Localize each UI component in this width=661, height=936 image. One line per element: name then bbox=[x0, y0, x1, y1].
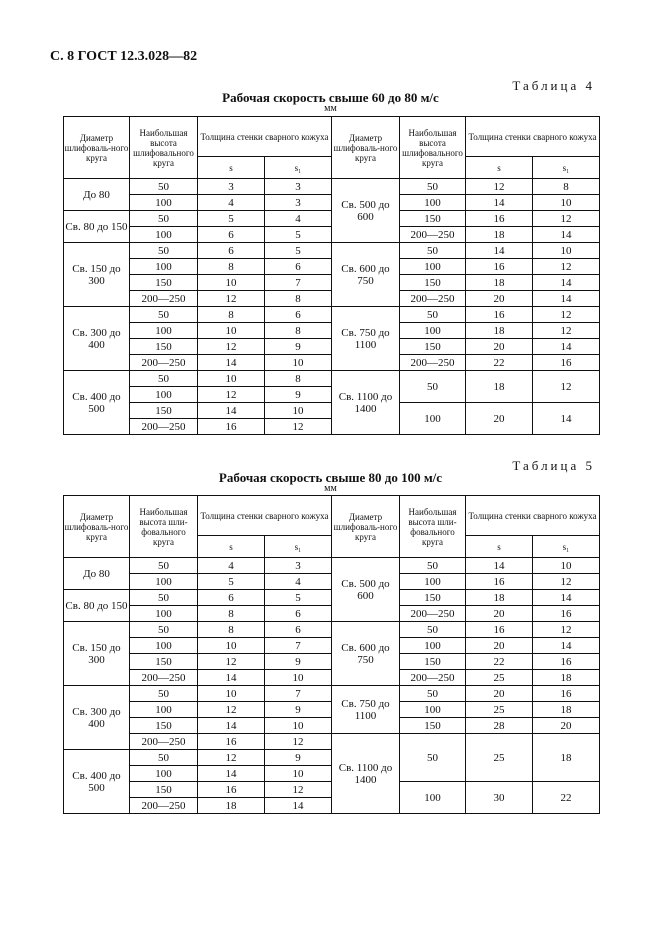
s1-cell: 10 bbox=[533, 195, 600, 211]
height-cell: 50 bbox=[130, 622, 198, 638]
s-cell: 16 bbox=[198, 782, 265, 798]
s1-cell: 18 bbox=[533, 702, 600, 718]
height-cell: 100 bbox=[130, 323, 198, 339]
diameter-header: Диаметр шлифоваль-ного круга bbox=[332, 496, 400, 558]
s1-cell: 14 bbox=[533, 339, 600, 355]
s-cell: 8 bbox=[198, 622, 265, 638]
diameter-cell: Св. 80 до 150 bbox=[64, 211, 130, 243]
s-cell: 20 bbox=[466, 686, 533, 702]
s1-cell: 14 bbox=[533, 590, 600, 606]
s-cell: 22 bbox=[466, 654, 533, 670]
height-cell: 50 bbox=[130, 558, 198, 574]
s1-cell: 3 bbox=[265, 179, 332, 195]
s1-cell: 8 bbox=[533, 179, 600, 195]
height-cell: 50 bbox=[130, 686, 198, 702]
table-row bbox=[64, 558, 600, 574]
height-cell: 50 bbox=[130, 590, 198, 606]
s1-cell: 6 bbox=[265, 606, 332, 622]
height-cell: 200—250 bbox=[130, 355, 198, 371]
diameter-cell: До 80 bbox=[64, 558, 130, 590]
s1-cell: 7 bbox=[265, 686, 332, 702]
table-row bbox=[64, 686, 600, 702]
s-cell: 4 bbox=[198, 558, 265, 574]
height-cell: 100 bbox=[130, 387, 198, 403]
table-row bbox=[64, 179, 600, 195]
s-cell: 18 bbox=[466, 371, 533, 403]
s1-cell: 10 bbox=[265, 355, 332, 371]
s-cell: 20 bbox=[466, 403, 533, 435]
s-cell: 14 bbox=[466, 243, 533, 259]
height-cell: 100 bbox=[400, 782, 466, 814]
height-cell: 150 bbox=[130, 718, 198, 734]
height-cell: 100 bbox=[400, 323, 466, 339]
height-cell: 50 bbox=[400, 686, 466, 702]
s1-cell: 4 bbox=[265, 211, 332, 227]
height-cell: 100 bbox=[400, 638, 466, 654]
s1-cell: 9 bbox=[265, 750, 332, 766]
s-cell: 10 bbox=[198, 686, 265, 702]
height-cell: 200—250 bbox=[130, 798, 198, 814]
diameter-cell: Св. 750 до 1100 bbox=[332, 686, 400, 734]
height-cell: 50 bbox=[400, 371, 466, 403]
s1-cell: 6 bbox=[265, 622, 332, 638]
max-height-header: Наибольшая высота шли-фовального круга bbox=[130, 496, 198, 558]
s-cell: 16 bbox=[198, 734, 265, 750]
diameter-header: Диаметр шлифоваль-ного круга bbox=[64, 117, 130, 179]
s1-cell: 14 bbox=[533, 291, 600, 307]
s-cell: 8 bbox=[198, 259, 265, 275]
height-cell: 50 bbox=[130, 307, 198, 323]
height-cell: 50 bbox=[130, 211, 198, 227]
s1-cell: 14 bbox=[533, 638, 600, 654]
diameter-cell: Св. 80 до 150 bbox=[64, 590, 130, 622]
s1-cell: 12 bbox=[533, 323, 600, 339]
s-cell: 12 bbox=[198, 291, 265, 307]
s-cell: 20 bbox=[466, 606, 533, 622]
table-row bbox=[64, 371, 600, 387]
s1-cell: 7 bbox=[265, 275, 332, 291]
s1-cell: 16 bbox=[533, 355, 600, 371]
height-cell: 100 bbox=[130, 766, 198, 782]
s-cell: 16 bbox=[466, 307, 533, 323]
height-cell: 100 bbox=[130, 702, 198, 718]
table4-label: Таблица 4 bbox=[512, 78, 595, 93]
thickness-header: Толщина стенки сварного кожуха bbox=[466, 496, 600, 536]
table-row bbox=[64, 243, 600, 259]
height-cell: 200—250 bbox=[400, 355, 466, 371]
height-cell: 200—250 bbox=[130, 291, 198, 307]
diameter-cell: Св. 150 до 300 bbox=[64, 622, 130, 686]
height-cell: 50 bbox=[400, 243, 466, 259]
height-cell: 50 bbox=[400, 558, 466, 574]
s1-cell: 12 bbox=[533, 211, 600, 227]
table-row bbox=[64, 734, 600, 750]
thickness-header: Толщина стенки сварного кожуха bbox=[198, 496, 332, 536]
s1-cell: 12 bbox=[265, 419, 332, 435]
height-cell: 200—250 bbox=[400, 670, 466, 686]
s1-cell: 8 bbox=[265, 323, 332, 339]
height-cell: 50 bbox=[400, 307, 466, 323]
thickness-header: Толщина стенки сварного кожуха bbox=[198, 117, 332, 157]
table4-unit: мм bbox=[324, 103, 337, 114]
table-row bbox=[64, 622, 600, 638]
height-cell: 150 bbox=[130, 654, 198, 670]
s1-cell: 5 bbox=[265, 590, 332, 606]
s-cell: 3 bbox=[198, 179, 265, 195]
height-cell: 150 bbox=[400, 211, 466, 227]
s-cell: 4 bbox=[198, 195, 265, 211]
s-cell: 5 bbox=[198, 574, 265, 590]
height-cell: 150 bbox=[400, 590, 466, 606]
s-cell: 16 bbox=[466, 211, 533, 227]
s-cell: 10 bbox=[198, 638, 265, 654]
height-cell: 150 bbox=[130, 275, 198, 291]
height-cell: 50 bbox=[130, 371, 198, 387]
s-cell: 20 bbox=[466, 291, 533, 307]
thickness-s1-header: s₁ bbox=[533, 157, 600, 179]
s1-cell: 16 bbox=[533, 654, 600, 670]
diameter-cell: Св. 1100 до 1400 bbox=[332, 371, 400, 435]
s-cell: 12 bbox=[198, 387, 265, 403]
s-cell: 18 bbox=[466, 275, 533, 291]
diameter-cell: До 80 bbox=[64, 179, 130, 211]
s1-cell: 10 bbox=[533, 558, 600, 574]
s1-cell: 10 bbox=[265, 670, 332, 686]
s1-cell: 8 bbox=[265, 371, 332, 387]
s1-cell: 12 bbox=[265, 782, 332, 798]
thickness-s1-header: s₁ bbox=[533, 536, 600, 558]
s1-cell: 9 bbox=[265, 702, 332, 718]
max-height-header: Наибольшая высота шли-фовального круга bbox=[400, 496, 466, 558]
s-cell: 12 bbox=[466, 179, 533, 195]
s1-cell: 9 bbox=[265, 654, 332, 670]
height-cell: 150 bbox=[400, 718, 466, 734]
s1-cell: 14 bbox=[533, 227, 600, 243]
table-row bbox=[64, 307, 600, 323]
thickness-s-header: s bbox=[198, 536, 265, 558]
s1-cell: 10 bbox=[265, 766, 332, 782]
height-cell: 200—250 bbox=[130, 419, 198, 435]
diameter-cell: Св. 1100 до 1400 bbox=[332, 734, 400, 814]
s1-cell: 9 bbox=[265, 387, 332, 403]
height-cell: 50 bbox=[130, 243, 198, 259]
s-cell: 25 bbox=[466, 702, 533, 718]
thickness-header: Толщина стенки сварного кожуха bbox=[466, 117, 600, 157]
height-cell: 100 bbox=[130, 227, 198, 243]
s1-cell: 12 bbox=[265, 734, 332, 750]
s-cell: 30 bbox=[466, 782, 533, 814]
s1-cell: 14 bbox=[533, 403, 600, 435]
table5 bbox=[63, 495, 600, 814]
height-cell: 150 bbox=[400, 654, 466, 670]
s1-cell: 16 bbox=[533, 606, 600, 622]
diameter-cell: Св. 150 до 300 bbox=[64, 243, 130, 307]
s1-cell: 18 bbox=[533, 670, 600, 686]
height-cell: 150 bbox=[130, 782, 198, 798]
s-cell: 14 bbox=[198, 355, 265, 371]
s1-cell: 3 bbox=[265, 195, 332, 211]
height-cell: 200—250 bbox=[400, 227, 466, 243]
s-cell: 5 bbox=[198, 211, 265, 227]
diameter-cell: Св. 600 до 750 bbox=[332, 622, 400, 686]
height-cell: 150 bbox=[130, 403, 198, 419]
table4-title: Рабочая скорость свыше 60 до 80 м/с bbox=[222, 90, 439, 105]
height-cell: 100 bbox=[400, 403, 466, 435]
diameter-cell: Св. 500 до 600 bbox=[332, 558, 400, 622]
s1-cell: 20 bbox=[533, 718, 600, 734]
s-cell: 18 bbox=[466, 323, 533, 339]
s-cell: 25 bbox=[466, 734, 533, 782]
s-cell: 14 bbox=[466, 558, 533, 574]
s1-cell: 16 bbox=[533, 686, 600, 702]
table4 bbox=[63, 116, 600, 435]
s-cell: 8 bbox=[198, 606, 265, 622]
height-cell: 100 bbox=[400, 702, 466, 718]
table5-unit: мм bbox=[324, 483, 337, 494]
s-cell: 20 bbox=[466, 339, 533, 355]
height-cell: 100 bbox=[400, 195, 466, 211]
s-cell: 16 bbox=[466, 622, 533, 638]
s-cell: 6 bbox=[198, 243, 265, 259]
s-cell: 16 bbox=[198, 419, 265, 435]
s-cell: 12 bbox=[198, 750, 265, 766]
table5-label: Таблица 5 bbox=[512, 458, 595, 473]
s-cell: 12 bbox=[198, 654, 265, 670]
s1-cell: 6 bbox=[265, 259, 332, 275]
s1-cell: 12 bbox=[533, 622, 600, 638]
height-cell: 150 bbox=[400, 275, 466, 291]
s1-cell: 12 bbox=[533, 259, 600, 275]
s-cell: 18 bbox=[466, 227, 533, 243]
s-cell: 10 bbox=[198, 371, 265, 387]
height-cell: 150 bbox=[400, 339, 466, 355]
s1-cell: 4 bbox=[265, 574, 332, 590]
s-cell: 14 bbox=[198, 403, 265, 419]
s-cell: 18 bbox=[198, 798, 265, 814]
max-height-header: Наибольшая высота шлифовального круга bbox=[400, 117, 466, 179]
diameter-cell: Св. 300 до 400 bbox=[64, 686, 130, 750]
s1-cell: 14 bbox=[533, 275, 600, 291]
s-cell: 14 bbox=[198, 670, 265, 686]
s-cell: 22 bbox=[466, 355, 533, 371]
diameter-cell: Св. 750 до 1100 bbox=[332, 307, 400, 371]
thickness-s-header: s bbox=[466, 536, 533, 558]
height-cell: 50 bbox=[400, 622, 466, 638]
s1-cell: 12 bbox=[533, 574, 600, 590]
s1-cell: 9 bbox=[265, 339, 332, 355]
diameter-cell: Св. 400 до 500 bbox=[64, 371, 130, 435]
height-cell: 100 bbox=[400, 259, 466, 275]
s1-cell: 10 bbox=[533, 243, 600, 259]
height-cell: 50 bbox=[130, 179, 198, 195]
thickness-s1-header: s₁ bbox=[265, 157, 332, 179]
height-cell: 100 bbox=[130, 259, 198, 275]
s-cell: 16 bbox=[466, 574, 533, 590]
s1-cell: 10 bbox=[265, 718, 332, 734]
diameter-header: Диаметр шлифоваль-ного круга bbox=[64, 496, 130, 558]
diameter-cell: Св. 600 до 750 bbox=[332, 243, 400, 307]
s-cell: 10 bbox=[198, 323, 265, 339]
s1-cell: 5 bbox=[265, 243, 332, 259]
s1-cell: 7 bbox=[265, 638, 332, 654]
thickness-s-header: s bbox=[466, 157, 533, 179]
diameter-cell: Св. 400 до 500 bbox=[64, 750, 130, 814]
diameter-header: Диаметр шлифоваль-ного круга bbox=[332, 117, 400, 179]
s-cell: 6 bbox=[198, 227, 265, 243]
height-cell: 150 bbox=[130, 339, 198, 355]
s-cell: 25 bbox=[466, 670, 533, 686]
s-cell: 6 bbox=[198, 590, 265, 606]
s1-cell: 3 bbox=[265, 558, 332, 574]
s1-cell: 12 bbox=[533, 371, 600, 403]
height-cell: 100 bbox=[130, 606, 198, 622]
s1-cell: 18 bbox=[533, 734, 600, 782]
height-cell: 200—250 bbox=[400, 606, 466, 622]
height-cell: 200—250 bbox=[130, 670, 198, 686]
s-cell: 14 bbox=[198, 718, 265, 734]
s1-cell: 14 bbox=[265, 798, 332, 814]
height-cell: 50 bbox=[130, 750, 198, 766]
s1-cell: 5 bbox=[265, 227, 332, 243]
s-cell: 10 bbox=[198, 275, 265, 291]
s-cell: 8 bbox=[198, 307, 265, 323]
s-cell: 12 bbox=[198, 702, 265, 718]
s1-cell: 10 bbox=[265, 403, 332, 419]
height-cell: 100 bbox=[400, 574, 466, 590]
diameter-cell: Св. 500 до 600 bbox=[332, 179, 400, 243]
height-cell: 100 bbox=[130, 638, 198, 654]
height-cell: 50 bbox=[400, 179, 466, 195]
s-cell: 16 bbox=[466, 259, 533, 275]
max-height-header: Наибольшая высота шлифовального круга bbox=[130, 117, 198, 179]
s1-cell: 8 bbox=[265, 291, 332, 307]
height-cell: 200—250 bbox=[130, 734, 198, 750]
height-cell: 100 bbox=[130, 195, 198, 211]
height-cell: 50 bbox=[400, 734, 466, 782]
s-cell: 12 bbox=[198, 339, 265, 355]
height-cell: 200—250 bbox=[400, 291, 466, 307]
s1-cell: 12 bbox=[533, 307, 600, 323]
s-cell: 18 bbox=[466, 590, 533, 606]
table5-title: Рабочая скорость свыше 80 до 100 м/с bbox=[218, 470, 443, 485]
diameter-cell: Св. 300 до 400 bbox=[64, 307, 130, 371]
s-cell: 14 bbox=[198, 766, 265, 782]
s1-cell: 6 bbox=[265, 307, 332, 323]
height-cell: 100 bbox=[130, 574, 198, 590]
s-cell: 14 bbox=[466, 195, 533, 211]
s-cell: 28 bbox=[466, 718, 533, 734]
page-header: С. 8 ГОСТ 12.3.028—82 bbox=[50, 49, 198, 64]
s1-cell: 22 bbox=[533, 782, 600, 814]
s-cell: 20 bbox=[466, 638, 533, 654]
thickness-s-header: s bbox=[198, 157, 265, 179]
thickness-s1-header: s₁ bbox=[265, 536, 332, 558]
